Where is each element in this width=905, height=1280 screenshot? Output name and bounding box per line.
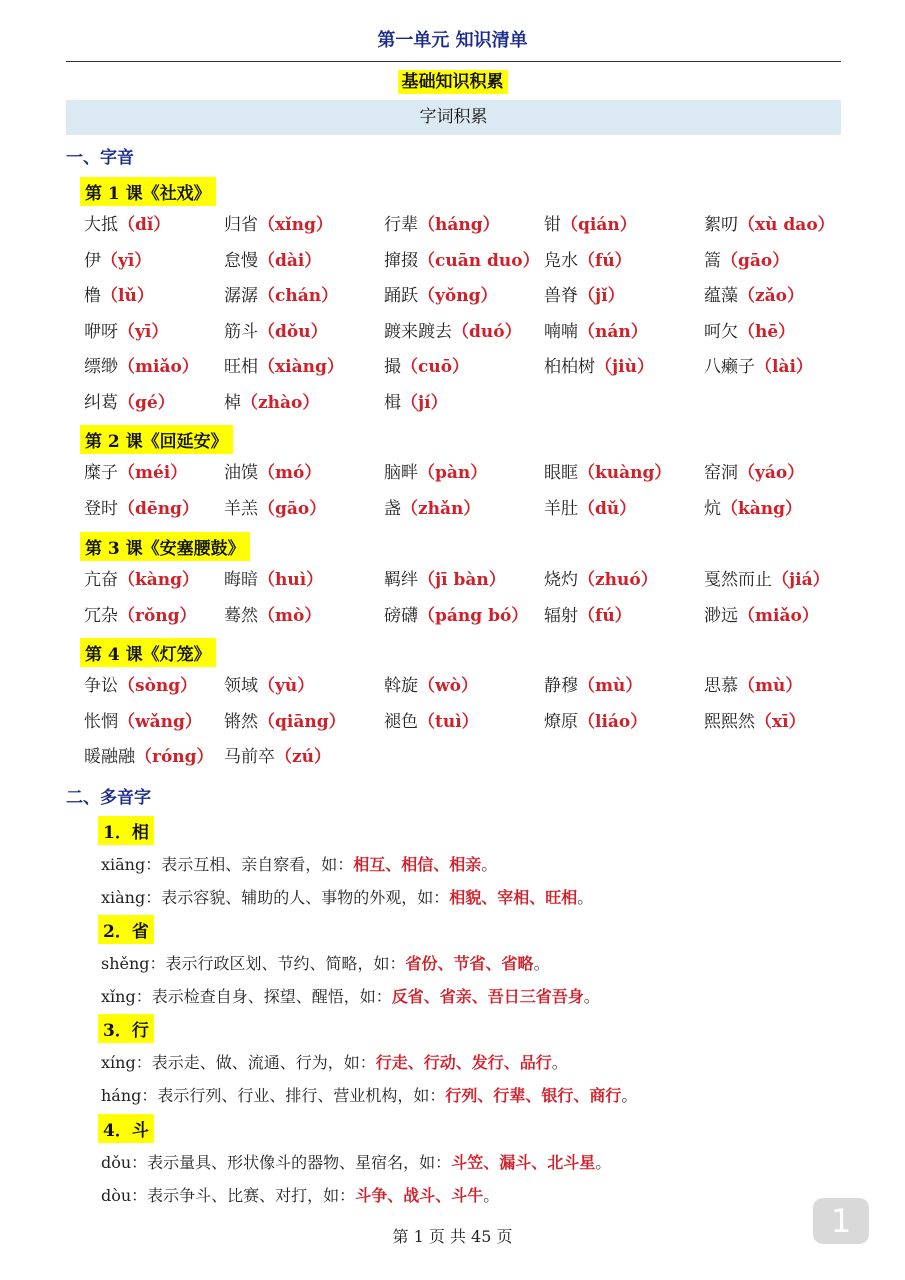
vocab-pinyin: （zú） xyxy=(275,747,332,767)
vocab-item xyxy=(224,565,323,590)
vocab-pinyin: （huì） xyxy=(258,570,324,590)
vocab-item xyxy=(384,494,480,519)
vocab-word: 晦暗 xyxy=(224,570,258,590)
vocab-item xyxy=(224,707,346,732)
vocab-row xyxy=(84,707,844,737)
vocab-pinyin: （yī） xyxy=(118,321,169,342)
polyphone-punct: 。 xyxy=(621,1086,638,1105)
polyphone-line xyxy=(101,852,497,875)
lesson-title: 第 2 课《回延安》 xyxy=(80,425,233,454)
polyphone-explanation: xíng：表示走、做、流通、行为，如： xyxy=(101,1053,376,1072)
vocab-item xyxy=(704,317,795,342)
polyphone-examples: 行列、行辈、银行、商行 xyxy=(445,1086,622,1105)
vocab-word: 渺远 xyxy=(704,605,738,626)
part1-heading: 一、字音 xyxy=(66,148,134,168)
vocab-item xyxy=(84,210,170,235)
vocab-pinyin: （zhuó） xyxy=(578,570,658,590)
vocab-item xyxy=(384,565,506,590)
vocab-pinyin: （kàng） xyxy=(721,498,803,519)
vocab-pinyin: （mù） xyxy=(578,676,643,696)
vocab-word: 斡旋 xyxy=(384,676,418,696)
vocab-word: 撺掇 xyxy=(384,250,418,271)
vocab-word: 戛然而止 xyxy=(704,570,772,590)
vocab-pinyin: （kàng） xyxy=(118,570,200,590)
polyphone-punct: 。 xyxy=(577,888,594,907)
vocab-pinyin: （sòng） xyxy=(118,676,198,696)
vocab-pinyin: （wò） xyxy=(418,676,478,696)
vocab-item xyxy=(544,210,637,235)
vocab-pinyin: （tuì） xyxy=(418,711,479,732)
vocab-pinyin: （hē） xyxy=(738,321,796,342)
vocab-item xyxy=(224,601,321,626)
polyphone-examples: 斗争、战斗、斗牛 xyxy=(355,1186,484,1205)
vocab-pinyin: （gé） xyxy=(118,392,175,413)
vocab-word: 棹 xyxy=(224,392,241,413)
vocab-word: 蓦然 xyxy=(224,605,258,626)
vocab-pinyin: （duó） xyxy=(452,321,522,342)
vocab-word: 窑洞 xyxy=(704,463,738,483)
vocab-word: 眼眶 xyxy=(544,463,578,483)
vocab-word: 怠慢 xyxy=(224,250,258,271)
vocab-pinyin: （qián） xyxy=(561,215,637,235)
vocab-word: 怅惘 xyxy=(84,711,118,732)
vocab-word: 潺潺 xyxy=(224,286,258,306)
vocab-pinyin: （zhào） xyxy=(241,392,320,413)
vocab-pinyin: （zǎo） xyxy=(738,286,805,306)
vocab-word: 絮叨 xyxy=(704,215,738,235)
vocab-item xyxy=(224,742,331,767)
vocab-pinyin: （xǐng） xyxy=(258,215,333,235)
vocab-item xyxy=(384,458,487,483)
vocab-pinyin: （xī） xyxy=(755,711,806,732)
vocab-word: 篙 xyxy=(704,250,721,271)
vocab-word: 缥缈 xyxy=(84,357,118,377)
vocab-row xyxy=(84,671,844,701)
vocab-item xyxy=(224,671,314,696)
vocab-word: 咿呀 xyxy=(84,321,118,342)
polyphone-examples: 相貌、宰相、旺相 xyxy=(449,888,578,907)
vocab-item xyxy=(84,707,202,732)
vocab-item xyxy=(384,707,479,732)
polyphone-examples: 斗笠、漏斗、北斗星 xyxy=(451,1153,596,1172)
vocab-word: 喃喃 xyxy=(544,321,578,342)
vocab-item xyxy=(704,601,819,626)
vocab-item xyxy=(544,601,632,626)
vocab-word: 锵然 xyxy=(224,711,258,732)
vocab-item xyxy=(84,671,197,696)
polyphone-examples: 相互、相信、相亲 xyxy=(353,855,482,874)
vocab-item xyxy=(224,458,321,483)
vocab-word: 钳 xyxy=(544,215,561,235)
polyphone-punct: 。 xyxy=(583,987,600,1006)
polyphone-line xyxy=(101,1083,637,1106)
vocab-item xyxy=(84,601,197,626)
vocab-item xyxy=(704,458,804,483)
vocab-item xyxy=(544,246,632,271)
polyphone-line xyxy=(101,1183,499,1206)
vocab-pinyin: （yǒng） xyxy=(418,286,498,306)
polyphone-punct: 。 xyxy=(481,855,498,874)
vocab-item xyxy=(224,246,321,271)
page-header-title: 第一单元 知识清单 xyxy=(377,30,528,51)
vocab-pinyin: （chán） xyxy=(258,286,339,306)
polyphone-line xyxy=(101,951,550,974)
vocab-word: 油馍 xyxy=(224,463,258,483)
vocab-row xyxy=(84,388,844,418)
vocab-pinyin: （zhǎn） xyxy=(401,498,481,519)
vocab-word: 烧灼 xyxy=(544,570,578,590)
vocab-word: 橹 xyxy=(84,286,101,306)
vocab-word: 踊跃 xyxy=(384,286,418,306)
vocab-word: 行辈 xyxy=(384,215,418,235)
vocab-word: 领域 xyxy=(224,676,258,696)
polyphone-explanation: dǒu：表示量具、形状像斗的器物、星宿名，如： xyxy=(101,1153,452,1172)
vocab-item xyxy=(544,458,671,483)
vocab-word: 盏 xyxy=(384,498,401,519)
vocab-item xyxy=(544,317,648,342)
vocab-word: 纠葛 xyxy=(84,392,118,413)
vocab-pinyin: （yù） xyxy=(258,676,315,696)
vocab-pinyin: （yī） xyxy=(101,250,152,271)
vocab-pinyin: （miǎo） xyxy=(118,357,199,377)
vocab-pinyin: （qiāng） xyxy=(258,711,346,732)
vocab-row xyxy=(84,246,844,276)
lesson-title: 第 1 课《社戏》 xyxy=(80,177,216,206)
polyphone-explanation: xiàng：表示容貌、辅助的人、事物的外观，如： xyxy=(101,888,450,907)
vocab-word: 争讼 xyxy=(84,676,118,696)
vocab-item xyxy=(84,742,214,767)
vocab-pinyin: （fú） xyxy=(578,605,632,626)
vocab-word: 兽脊 xyxy=(544,286,578,306)
vocab-pinyin: （nán） xyxy=(578,321,648,342)
vocab-pinyin: （miǎo） xyxy=(738,605,819,626)
vocab-item xyxy=(704,565,830,590)
vocab-pinyin: （dēng） xyxy=(118,498,199,519)
polyphone-title: 4．斗 xyxy=(98,1114,154,1143)
vocab-word: 凫水 xyxy=(544,250,578,271)
vocab-word: 呵欠 xyxy=(704,321,738,342)
vocab-word: 伊 xyxy=(84,250,101,271)
vocab-pinyin: （dǐ） xyxy=(118,215,171,235)
polyphone-punct: 。 xyxy=(551,1053,568,1072)
vocab-pinyin: （dǔ） xyxy=(578,498,637,519)
vocab-word: 蕴藻 xyxy=(704,286,738,306)
polyphone-line xyxy=(101,1050,568,1073)
polyphone-explanation: xǐng：表示检查自身、探望、醒悟，如： xyxy=(101,987,392,1006)
vocab-pinyin: （lǔ） xyxy=(101,286,154,306)
vocab-word: 旺相 xyxy=(224,357,258,377)
vocab-word: 辐射 xyxy=(544,605,578,626)
vocab-item xyxy=(84,565,199,590)
vocab-word: 冗杂 xyxy=(84,605,118,626)
page-number-badge: 1 xyxy=(813,1198,869,1244)
vocab-pinyin: （jǐ） xyxy=(578,286,625,306)
vocab-pinyin: （rǒng） xyxy=(118,605,197,626)
vocab-word: 马前卒 xyxy=(224,747,275,767)
vocab-word: 炕 xyxy=(704,498,721,519)
vocab-item xyxy=(704,494,802,519)
vocab-item xyxy=(84,246,151,271)
vocab-row xyxy=(84,281,844,311)
vocab-item xyxy=(224,494,326,519)
header-divider xyxy=(66,61,841,62)
vocab-item xyxy=(544,707,647,732)
vocab-item xyxy=(84,281,154,306)
vocab-word: 暖融融 xyxy=(84,747,135,767)
polyphone-explanation: shěng：表示行政区划、节约、简略，如： xyxy=(101,954,406,973)
section-title: 基础知识积累 xyxy=(398,70,508,94)
vocab-item xyxy=(224,388,319,413)
vocab-word: 磅礴 xyxy=(384,605,418,626)
vocab-word: 归省 xyxy=(224,215,258,235)
vocab-pinyin: （xù dao） xyxy=(738,215,835,235)
vocab-item xyxy=(384,281,497,306)
vocab-pinyin: （mù） xyxy=(738,676,803,696)
vocab-pinyin: （fú） xyxy=(578,250,632,271)
vocab-word: 羊肚 xyxy=(544,498,578,519)
vocab-word: 静穆 xyxy=(544,676,578,696)
vocab-row xyxy=(84,317,844,347)
vocab-pinyin: （dài） xyxy=(258,250,322,271)
vocab-item xyxy=(384,317,522,342)
vocab-item xyxy=(84,317,168,342)
vocab-word: 撮 xyxy=(384,357,401,377)
vocab-item xyxy=(224,352,344,377)
vocab-pinyin: （jí） xyxy=(401,392,448,413)
page-footer: 第 1 页 共 45 页 xyxy=(392,1227,513,1246)
vocab-word: 亢奋 xyxy=(84,570,118,590)
vocab-pinyin: （kuàng） xyxy=(578,463,672,483)
vocab-item xyxy=(224,281,338,306)
vocab-pinyin: （háng） xyxy=(418,215,500,235)
vocab-item xyxy=(384,210,500,235)
vocab-pinyin: （xiàng） xyxy=(258,357,344,377)
polyphone-punct: 。 xyxy=(533,954,550,973)
part2-heading: 二、多音字 xyxy=(66,788,151,808)
vocab-word: 踱来踱去 xyxy=(384,321,452,342)
vocab-pinyin: （gāo） xyxy=(258,498,327,519)
vocab-item xyxy=(224,210,333,235)
vocab-word: 羊羔 xyxy=(224,498,258,519)
vocab-row xyxy=(84,494,844,524)
vocab-row xyxy=(84,601,844,631)
vocab-pinyin: （méi） xyxy=(118,463,188,483)
vocab-item xyxy=(84,388,175,413)
lesson-title: 第 3 课《安塞腰鼓》 xyxy=(80,532,250,561)
vocab-pinyin: （yáo） xyxy=(738,463,805,483)
polyphone-examples: 行走、行动、发行、品行 xyxy=(375,1053,552,1072)
vocab-pinyin: （jiá） xyxy=(772,570,830,590)
vocab-word: 筋斗 xyxy=(224,321,258,342)
vocab-item xyxy=(704,707,806,732)
vocab-item xyxy=(384,601,528,626)
vocab-word: 思慕 xyxy=(704,676,738,696)
vocab-item xyxy=(544,565,658,590)
vocab-pinyin: （cuān duo） xyxy=(418,250,540,271)
vocab-pinyin: （páng bó） xyxy=(418,605,529,626)
vocab-pinyin: （cuō） xyxy=(401,357,470,377)
vocab-item xyxy=(384,352,469,377)
vocab-row xyxy=(84,458,844,488)
polyphone-title: 2．省 xyxy=(98,915,154,944)
lesson-title: 第 4 课《灯笼》 xyxy=(80,638,216,667)
vocab-word: 登时 xyxy=(84,498,118,519)
vocab-row xyxy=(84,565,844,595)
polyphone-line xyxy=(101,984,600,1007)
vocab-item xyxy=(384,671,478,696)
polyphone-title: 3．行 xyxy=(98,1014,154,1043)
polyphone-explanation: xiāng：表示互相、亲自察看，如： xyxy=(101,855,354,874)
vocab-pinyin: （dǒu） xyxy=(258,321,328,342)
vocab-item xyxy=(544,671,642,696)
vocab-item xyxy=(544,494,636,519)
polyphone-examples: 反省、省亲、吾日三省吾身 xyxy=(391,987,584,1006)
polyphone-explanation: dòu：表示争斗、比赛、对打，如： xyxy=(101,1186,356,1205)
vocab-item xyxy=(384,246,540,271)
vocab-item xyxy=(704,246,789,271)
vocab-item xyxy=(384,388,448,413)
vocab-pinyin: （mò） xyxy=(258,605,322,626)
polyphone-examples: 省份、节省、省略 xyxy=(405,954,534,973)
vocab-pinyin: （wǎng） xyxy=(118,711,202,732)
vocab-pinyin: （lài） xyxy=(755,357,813,377)
vocab-pinyin: （mó） xyxy=(258,463,322,483)
vocab-item xyxy=(704,210,835,235)
vocab-pinyin: （róng） xyxy=(135,747,214,767)
vocab-item xyxy=(704,671,802,696)
vocab-word: 脑畔 xyxy=(384,463,418,483)
polyphone-line xyxy=(101,885,593,908)
vocab-word: 桕柏树 xyxy=(544,357,595,377)
vocab-pinyin: （pàn） xyxy=(418,463,488,483)
vocab-item xyxy=(84,352,199,377)
vocab-pinyin: （liáo） xyxy=(578,711,648,732)
vocab-item xyxy=(704,352,813,377)
vocab-row xyxy=(84,742,844,772)
vocab-item xyxy=(84,494,199,519)
polyphone-punct: 。 xyxy=(595,1153,612,1172)
polyphone-explanation: háng：表示行列、行业、排行、营业机构，如： xyxy=(101,1086,446,1105)
vocab-item xyxy=(704,281,804,306)
vocab-word: 褪色 xyxy=(384,711,418,732)
vocab-word: 大抵 xyxy=(84,215,118,235)
subsection-title: 字词积累 xyxy=(66,100,841,135)
vocab-word: 糜子 xyxy=(84,463,118,483)
vocab-word: 熙熙然 xyxy=(704,711,755,732)
vocab-word: 八癞子 xyxy=(704,357,755,377)
polyphone-punct: 。 xyxy=(483,1186,500,1205)
vocab-row xyxy=(84,352,844,382)
vocab-pinyin: （gāo） xyxy=(721,250,790,271)
vocab-word: 楫 xyxy=(384,392,401,413)
vocab-word: 羁绊 xyxy=(384,570,418,590)
vocab-row xyxy=(84,210,844,240)
polyphone-line xyxy=(101,1150,611,1173)
section-heading xyxy=(0,67,905,92)
vocab-word: 燎原 xyxy=(544,711,578,732)
vocab-pinyin: （jī bàn） xyxy=(418,570,506,590)
vocab-pinyin: （jiù） xyxy=(595,357,654,377)
polyphone-title: 1．相 xyxy=(98,816,154,845)
vocab-item xyxy=(544,281,625,306)
vocab-item xyxy=(224,317,328,342)
vocab-item xyxy=(544,352,654,377)
vocab-item xyxy=(84,458,187,483)
